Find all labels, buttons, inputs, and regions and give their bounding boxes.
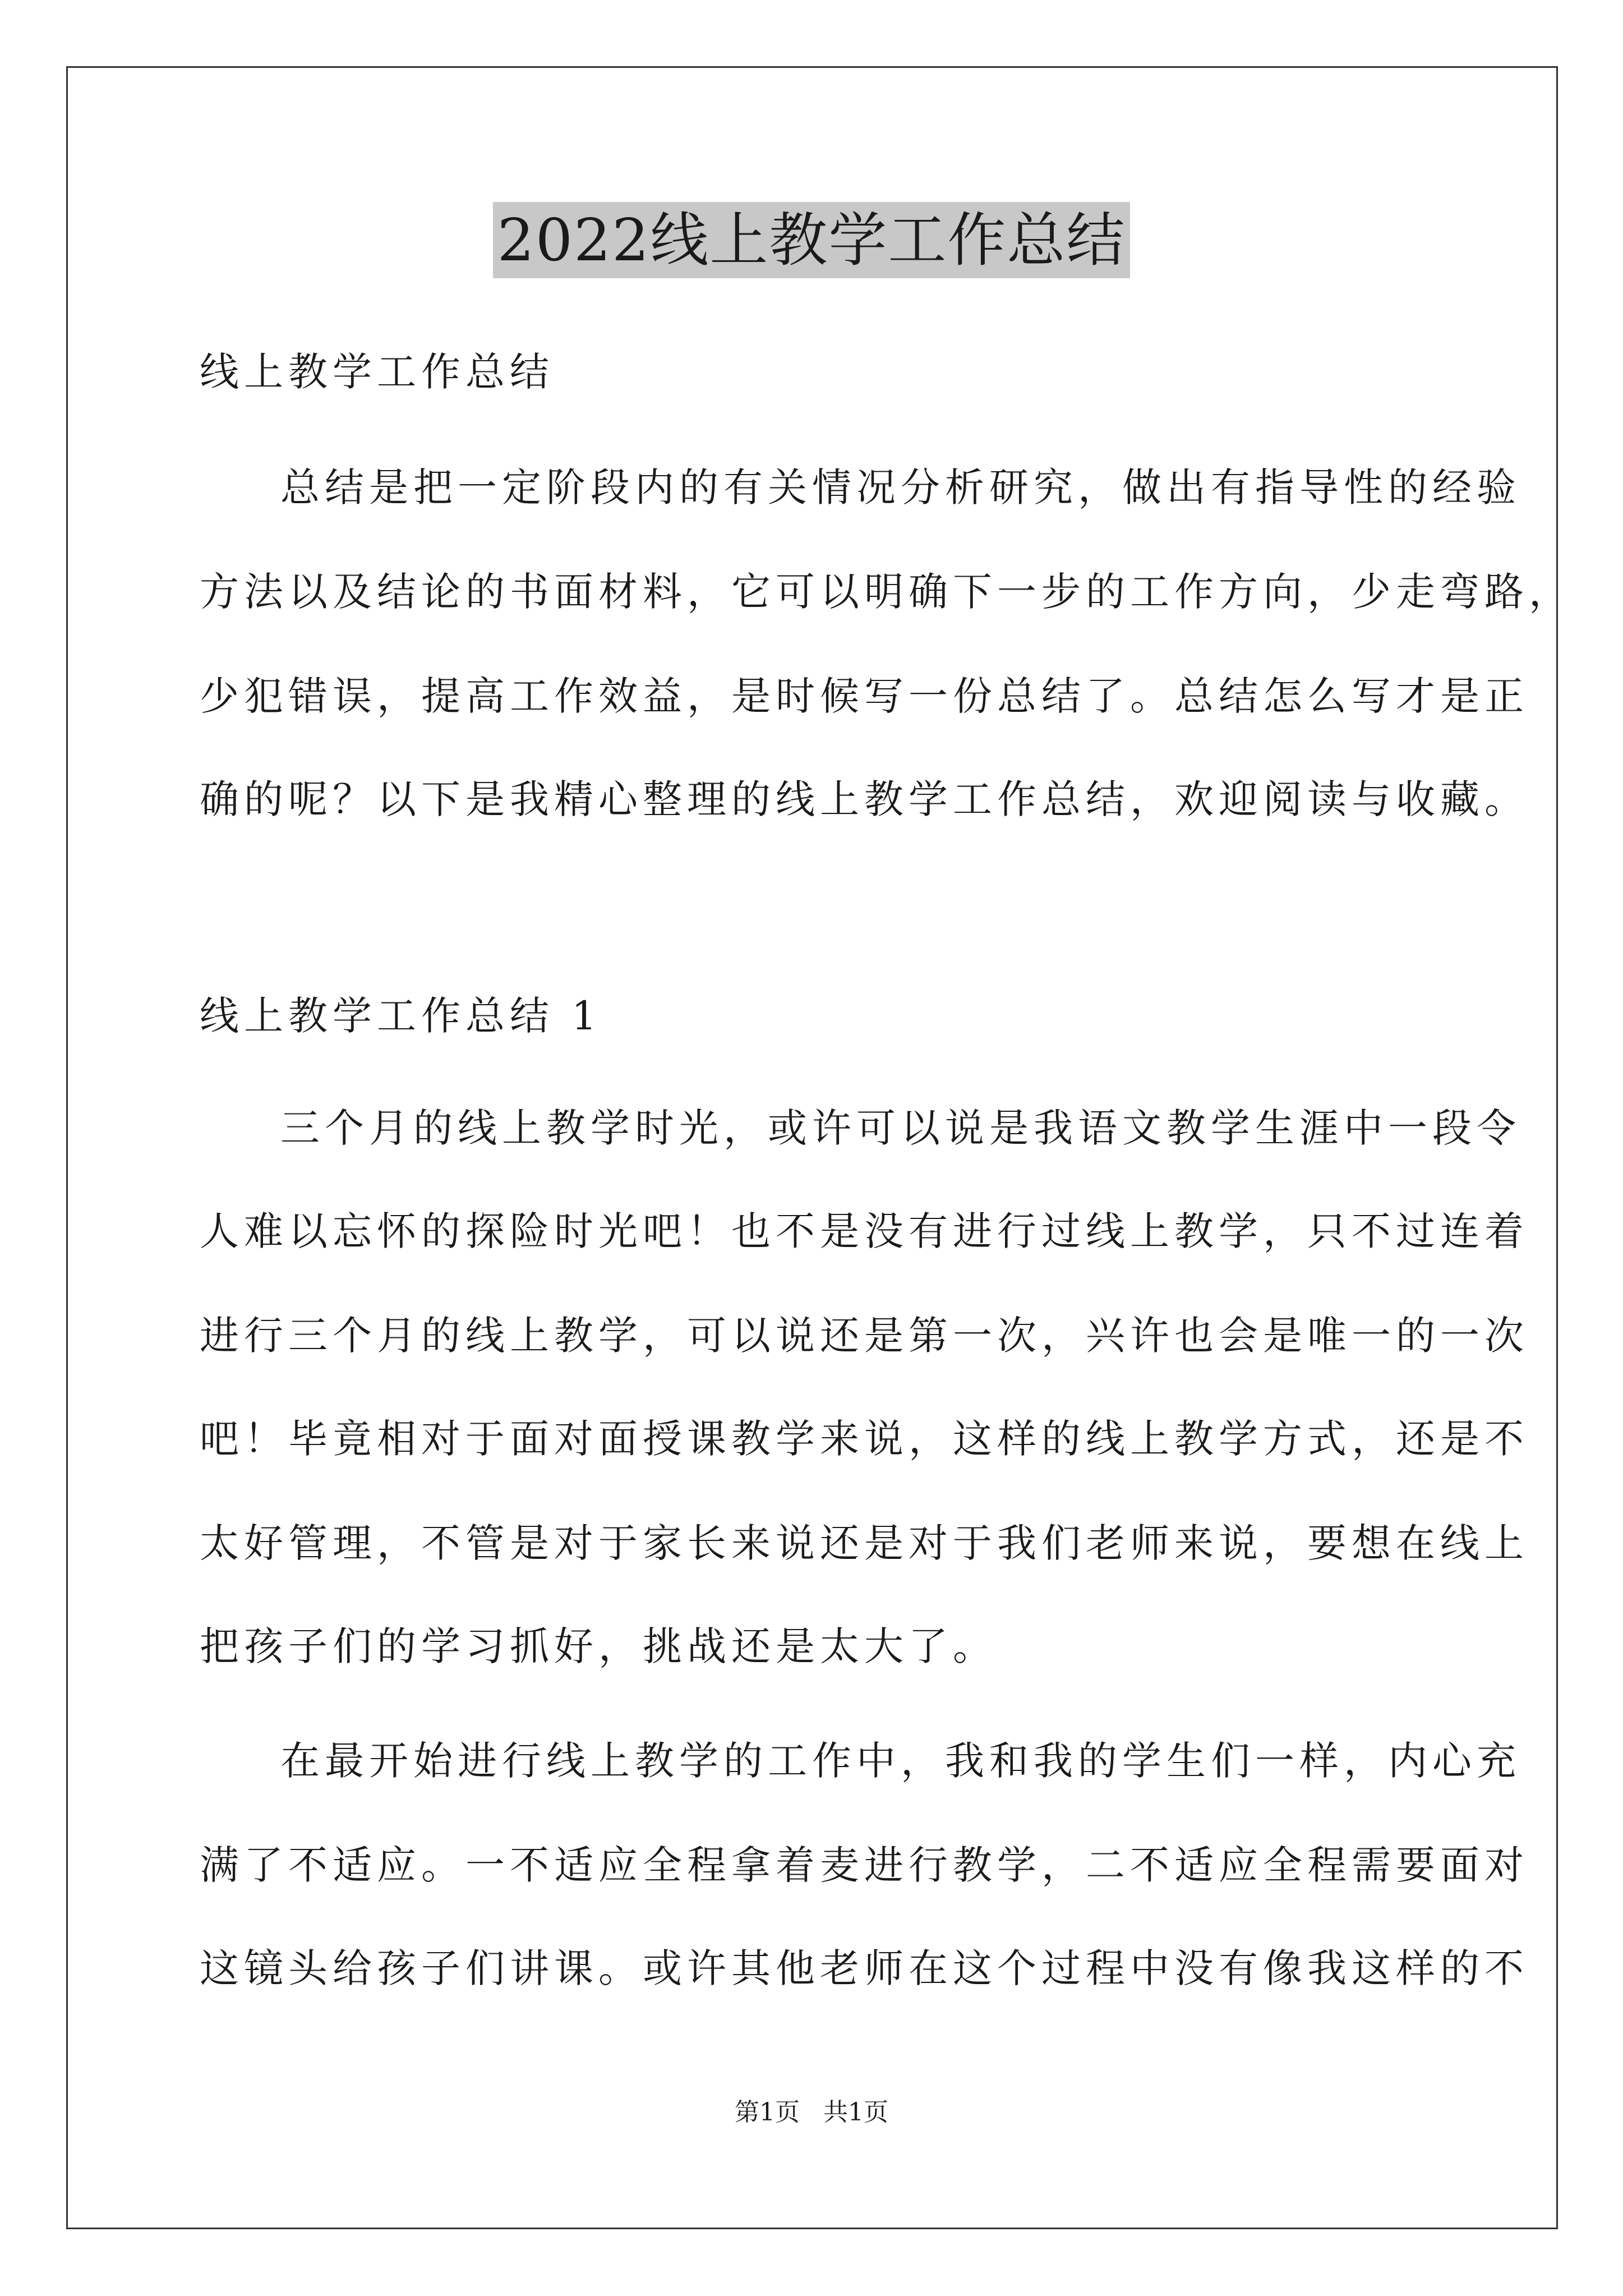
subtitle-line: 线上教学工作总结 [200,349,554,395]
text-line: 总结是把一定阶段内的有关情况分析研究，做出有指导性的经验 [280,464,1521,510]
text-line: 在最开始进行线上教学的工作中，我和我的学生们一样，内心充 [280,1738,1521,1784]
text-line: 少犯错误，提高工作效益，是时候写一份总结了。总结怎么写才是正 [200,673,1529,719]
text-line: 这镜头给孩子们讲课。或许其他老师在这个过程中没有像我这样的不 [200,1945,1529,1991]
text-line: 进行三个月的线上教学，可以说还是第一次，兴许也会是唯一的一次 [200,1313,1529,1359]
document-title: 2022线上教学工作总结 [493,202,1131,278]
text-line: 人难以忘怀的探险时光吧！也不是没有进行过线上教学，只不过连着 [200,1208,1529,1254]
text-line: 满了不适应。一不适应全程拿着麦进行教学，二不适应全程需要面对 [200,1842,1529,1888]
text-line: 三个月的线上教学时光，或许可以说是我语文教学生涯中一段令 [280,1105,1521,1151]
text-line: 太好管理，不管是对于家长来说还是对于我们老师来说，要想在线上 [200,1520,1529,1566]
section-heading: 线上教学工作总结 1 [200,993,602,1039]
page-footer: 第1页 共1页 [735,2098,888,2127]
text-line: 吧！毕竟相对于面对面授课教学来说，这样的线上教学方式，还是不 [200,1416,1529,1462]
title-block [0,202,1623,278]
text-line: 方法以及结论的书面材料，它可以明确下一步的工作方向，少走弯路， [200,569,1573,615]
text-line: 确的呢？以下是我精心整理的线上教学工作总结，欢迎阅读与收藏。 [200,776,1529,822]
text-line: 把孩子们的学习抓好，挑战还是太大了。 [200,1623,997,1669]
